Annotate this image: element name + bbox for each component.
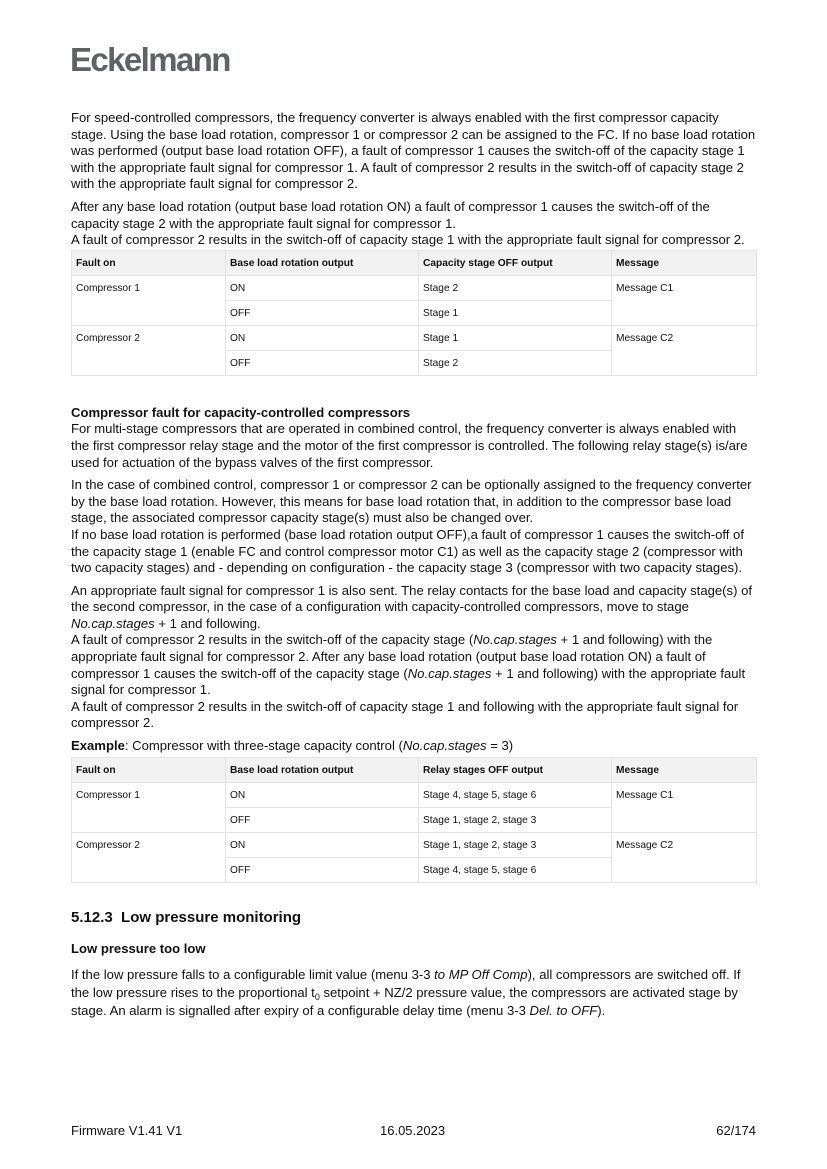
paragraph-base-load-on — [71, 199, 757, 249]
subscript: 0 — [314, 992, 320, 1003]
cell-fault-on: Compressor 2 — [72, 832, 226, 882]
cell-stage: Stage 2 — [419, 275, 612, 300]
paragraph-combined-control — [71, 477, 757, 577]
header-base-load: Base load rotation output — [226, 250, 419, 275]
table-row — [72, 325, 757, 350]
table-header-row — [72, 757, 757, 782]
header-capacity-stage: Capacity stage OFF output — [419, 250, 612, 275]
param-name: No.cap.stages — [473, 632, 557, 648]
header-message: Message — [612, 757, 757, 782]
text-segment: After any base load rotation (output base load rotation ON) a fault of compressor 1 causes the switch-off of the capacity stage 2 with the appropriate fault signal for compressor 1. — [71, 198, 710, 231]
menu-param: to MP Off Comp — [434, 967, 528, 983]
cell-base-load: ON — [226, 782, 419, 807]
fault-table-capacity-controlled — [71, 757, 757, 883]
cell-stage: Stage 1 — [419, 300, 612, 325]
example-label: Example — [71, 738, 125, 754]
cell-fault-on: Compressor 2 — [72, 325, 226, 375]
text-segment: A fault of compressor 2 results in the switch-off of capacity stage 1 with the appropriate fault signal for compressor 2. — [71, 232, 745, 248]
footer-firmware: Firmware V1.41 V1 — [71, 1123, 183, 1138]
text-segment: If no base load rotation is performed (base load rotation output OFF),a fault of compressor 1 causes the switch-off of the capacity stage 1 (enable FC and control compressor motor C1) as well as the capacity stage 2 (compressor with two capacity stages) and - depending on configuration - the capacity stage 3 (compressor with two capacity stages). — [71, 526, 744, 576]
menu-param: Del. to OFF — [529, 1003, 598, 1019]
text-segment: = 3) — [486, 738, 514, 754]
text-segment: In the case of combined control, compressor 1 or compressor 2 can be optionally assigned to the frequency converter by the base load rotation. However, this means for base load rotation that, in addition to the compressor base load stage, the associated compressor capacity stage(s) must also be changed over. — [71, 477, 752, 526]
cell-base-load: OFF — [226, 807, 419, 832]
text-segment: + 1 and following. — [154, 615, 261, 631]
eckelmann-logo: Eckelmann — [70, 41, 230, 78]
text-segment: : Compressor with three-stage capacity control ( — [124, 738, 403, 754]
cell-base-load: ON — [226, 275, 419, 300]
page-content — [71, 110, 757, 1026]
cell-message: Message C1 — [612, 275, 757, 325]
text-segment: A fault of compressor 2 results in the switch-off of capacity stage 1 and following with the appropriate fault signal for compressor 2. — [71, 698, 739, 731]
header-fault-on: Fault on — [72, 757, 226, 782]
cell-base-load: OFF — [226, 350, 419, 375]
cell-stage: Stage 2 — [419, 350, 612, 375]
cell-message: Message C2 — [612, 325, 757, 375]
cell-stage: Stage 1 — [419, 325, 612, 350]
header-relay-stages: Relay stages OFF output — [419, 757, 612, 782]
paragraph-low-pressure — [71, 966, 757, 1020]
cell-fault-on: Compressor 1 — [72, 782, 226, 832]
cell-base-load: OFF — [226, 300, 419, 325]
text-segment: If the low pressure falls to a configurable limit value (menu 3-3 — [71, 967, 435, 983]
table-header-row — [72, 250, 757, 275]
subheading-capacity-controlled: Compressor fault for capacity-controlled compressors — [71, 404, 411, 420]
cell-fault-on: Compressor 1 — [72, 275, 226, 325]
subheading-low-pressure-too-low: Low pressure too low — [71, 940, 206, 956]
section-heading-low-pressure: 5.12.3 Low pressure monitoring — [71, 908, 302, 926]
header-message: Message — [612, 250, 757, 275]
param-name: No.cap.stages — [402, 738, 487, 754]
text-segment: + 1 and following) with the appropriate fault signal for compressor 1. — [71, 665, 746, 698]
paragraph-speed-controlled: For speed-controlled compressors, the frequency converter is always enabled with the first compressor capacity stage. Using the base load rotation, compressor 1 or compressor 2 can be assigned to the FC. If no base load rotation was performed (output base load rotation OFF), a fault of compressor 1 causes the switch-off of the capacity stage 1 with the appropriate fault signal for compressor 1. A fault of compressor 2 results in the switch-off of capacity stage 2 with the appropriate fault signal for compressor 2. — [71, 110, 756, 192]
param-name: No.cap.stages — [407, 665, 492, 681]
header-fault-on: Fault on — [72, 250, 226, 275]
footer-date: 16.05.2023 — [380, 1123, 446, 1138]
cell-message: Message C1 — [612, 782, 757, 832]
cell-stage: Stage 4, stage 5, stage 6 — [419, 857, 612, 882]
text-segment: An appropriate fault signal for compressor 1 is also sent. The relay contacts for the base load and capacity stage(s) of the second compressor, in the case of a configuration with capacity-controlled compressors, move to stage — [71, 582, 752, 615]
text-segment: ). — [597, 1003, 606, 1019]
cell-base-load: OFF — [226, 857, 419, 882]
fault-table-speed-controlled — [71, 250, 757, 376]
cell-message: Message C2 — [612, 832, 757, 882]
paragraph-multi-stage: For multi-stage compressors that are operated in combined control, the frequency converter is always enabled with the first compressor relay stage and the motor of the first compressor is controlled. The following relay stage(s) is/are used for actuation of the bypass valves of the first compressor. — [71, 421, 748, 470]
table-row — [72, 832, 757, 857]
example-caption — [71, 738, 757, 755]
text-segment: + 1 and following) with the appropriate fault signal for compressor 2. After any base load rotation (output base load rotation ON) a fault of compressor 1 causes the switch-off of the capacity stage ( — [71, 632, 713, 681]
table-row — [72, 782, 757, 807]
cell-stage: Stage 1, stage 2, stage 3 — [419, 807, 612, 832]
text-segment: A fault of compressor 2 results in the switch-off of the capacity stage ( — [71, 632, 474, 648]
cell-base-load: ON — [226, 832, 419, 857]
cell-stage: Stage 1, stage 2, stage 3 — [419, 832, 612, 857]
cell-base-load: ON — [226, 325, 419, 350]
header-base-load: Base load rotation output — [226, 757, 419, 782]
footer-page-number: 62/174 — [716, 1123, 756, 1138]
cell-stage: Stage 4, stage 5, stage 6 — [419, 782, 612, 807]
text-segment: setpoint + NZ/2 pressure value, the compressors are activated stage by stage. An alarm is signalled after expiry of a configurable delay time (menu 3-3 — [71, 985, 738, 1019]
table-row — [72, 275, 757, 300]
text-segment: ), all compressors are switched off. If the low pressure rises to the proportional t — [71, 967, 741, 1001]
paragraph-fault-signal — [71, 583, 757, 732]
param-name: No.cap.stages — [71, 615, 155, 631]
